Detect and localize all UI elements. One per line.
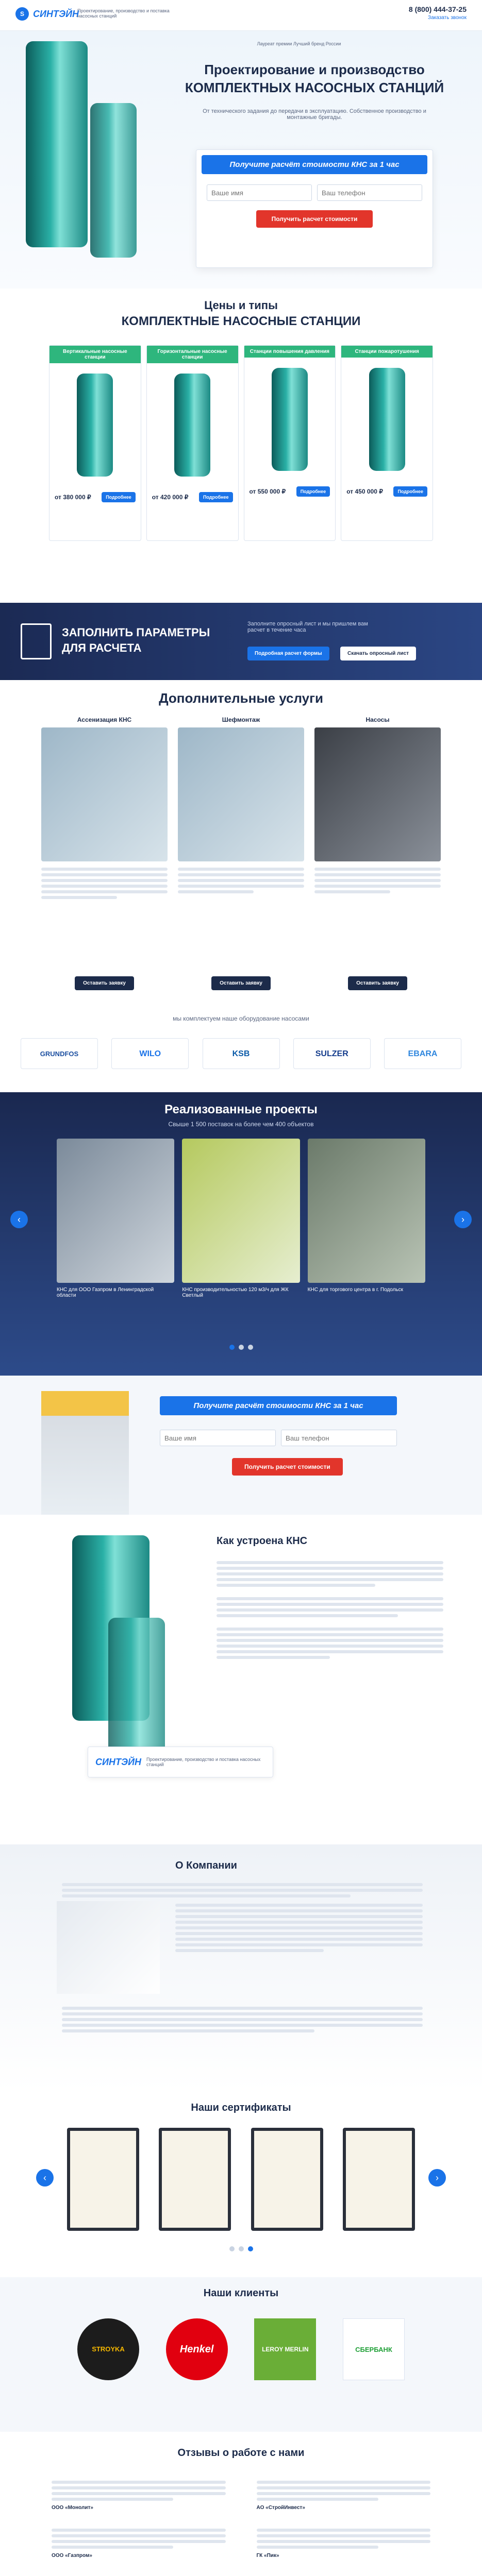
product-image [174, 374, 210, 477]
project-card[interactable] [182, 1139, 300, 1298]
certs-next-arrow[interactable]: › [428, 2169, 446, 2187]
fill-text: Заполните опросный лист и мы пришлем вам расчет в течение часа [247, 621, 368, 633]
clients-title: Наши клиенты [203, 2287, 279, 2299]
price-details-button[interactable]: Подробнее [199, 492, 233, 502]
prices-section [0, 289, 482, 603]
name-input[interactable] [207, 184, 312, 201]
project-caption: КНС для торгового центра в г. Подольск [307, 1287, 404, 1293]
price-card[interactable] [244, 345, 336, 541]
client-logo: СБЕРБАНК [343, 2318, 405, 2380]
service-request-button[interactable]: Оставить заявку [211, 976, 271, 990]
projects-pagination[interactable] [0, 1345, 482, 1350]
about-title: О Компании [175, 1860, 237, 1871]
fill-title-2: ДЛЯ РАСЧЕТА [62, 641, 142, 654]
header-tagline: Проектирование, производство и поставка насосных станций [77, 8, 170, 19]
price-card[interactable] [146, 345, 239, 541]
pagination-dot[interactable] [239, 1345, 244, 1350]
projects-title: Реализованные проекты [164, 1103, 318, 1116]
service-image [314, 727, 441, 861]
phone-input[interactable] [281, 1430, 397, 1446]
prices-title-2: КОМПЛЕКТНЫЕ НАСОСНЫЕ СТАНЦИИ [121, 314, 361, 328]
service-name: Ассенизация КНС [77, 716, 132, 723]
product-image [272, 368, 308, 471]
price-label: Станции повышения давления [244, 346, 336, 358]
project-card[interactable] [308, 1139, 425, 1298]
price-value: от 450 000 ₽ [346, 488, 383, 495]
projects-subtitle: Свыше 1 500 поставок на более чем 400 объектов [168, 1121, 314, 1128]
fill-download-button[interactable]: Скачать опросный лист [340, 647, 416, 660]
brand-logo: WILO [111, 1038, 189, 1069]
projects-next-arrow[interactable]: › [454, 1211, 472, 1228]
logo-text: СИНТЭЙН [95, 1756, 142, 1767]
project-caption: КНС производительностью 120 м3/ч для ЖК Светлый [182, 1287, 289, 1298]
pagination-dot[interactable] [229, 2246, 235, 2251]
about-image [57, 1901, 160, 1994]
hero-title-1: Проектирование и производство [204, 62, 425, 77]
price-value: от 420 000 ₽ [152, 494, 189, 501]
hero-tank-image [26, 41, 88, 247]
brand-logo: KSB [203, 1038, 280, 1069]
award-badge: Лауреат премии Лучший бренд России [257, 41, 341, 46]
client-logo: Henkel [166, 2318, 228, 2380]
project-caption: КНС для ООО Газпром в Ленинградской области [57, 1287, 154, 1298]
callback-link[interactable]: Заказать звонок [428, 15, 467, 21]
client-logo: STROYKA [77, 2318, 139, 2380]
fill-banner [0, 603, 482, 680]
project-image [57, 1139, 174, 1283]
certificate-image[interactable] [251, 2128, 323, 2231]
brand-logo: SULZER [293, 1038, 371, 1069]
review-author: ООО «Монолит» [52, 2505, 93, 2511]
fill-calc-button[interactable]: Подробная расчет формы [247, 647, 329, 660]
hero-title-2: КОМПЛЕКТНЫХ НАСОСНЫХ СТАНЦИЙ [185, 80, 444, 95]
fill-icon [21, 623, 52, 659]
clients-section [0, 2277, 482, 2432]
services-title: Дополнительные услуги [159, 690, 323, 706]
certificate-image[interactable] [67, 2128, 139, 2231]
logo-text[interactable]: СИНТЭЙН [33, 8, 79, 19]
certs-pagination[interactable] [0, 2246, 482, 2251]
project-card[interactable] [57, 1139, 174, 1298]
kns-diagram-image-2 [108, 1618, 165, 1762]
certs-title: Наши сертификаты [191, 2102, 291, 2113]
pagination-dot[interactable] [239, 2246, 244, 2251]
prices-title-1: Цены и типы [204, 299, 278, 312]
service-request-button[interactable]: Оставить заявку [348, 976, 407, 990]
price-details-button[interactable]: Подробнее [393, 486, 427, 497]
about-section [0, 1844, 482, 2092]
reviews-title: Отзывы о работе с нами [177, 2447, 305, 2459]
hero-tank-image-2 [90, 103, 137, 258]
hero [0, 31, 482, 289]
pagination-dot[interactable] [248, 2246, 253, 2251]
review-item [52, 2526, 226, 2558]
project-image [182, 1139, 300, 1283]
brands-title: мы комплектуем наше оборудование насосами [173, 1015, 309, 1022]
review-author: ООО «Газпром» [52, 2553, 92, 2558]
price-label: Горизонтальные насосные станции [147, 346, 238, 363]
header-phone[interactable]: 8 (800) 444-37-25 [408, 5, 467, 13]
hero-subtitle: От технического задания до передачи в эксплуатацию. Собственное производство и монтажные бригады. [203, 108, 426, 121]
service-request-button[interactable]: Оставить заявку [75, 976, 134, 990]
product-image [77, 374, 113, 477]
service-item [314, 716, 441, 990]
brands-section [0, 1010, 482, 1092]
service-name: Шефмонтаж [222, 716, 260, 723]
price-value: от 380 000 ₽ [55, 494, 91, 501]
hero-form [196, 149, 433, 268]
certificate-image[interactable] [159, 2128, 231, 2231]
review-item [52, 2478, 226, 2511]
review-item [257, 2478, 431, 2511]
price-details-button[interactable]: Подробнее [102, 492, 136, 502]
projects-section [0, 1092, 482, 1376]
review-author: ГК «Пик» [256, 2553, 279, 2558]
brand-logo: GRUNDFOS [21, 1038, 98, 1069]
logo-icon: S [15, 7, 29, 21]
certs-prev-arrow[interactable]: ‹ [36, 2169, 54, 2187]
reviews-section [0, 2432, 482, 2576]
hero-submit-button[interactable]: Получить расчет стоимости [256, 210, 373, 228]
cta-section [0, 1376, 482, 1515]
pagination-dot[interactable] [229, 1345, 235, 1350]
client-logo: LEROY MERLIN [254, 2318, 316, 2380]
price-card[interactable] [341, 345, 433, 541]
brand-logo: EBARA [384, 1038, 461, 1069]
how-logo-box [88, 1747, 273, 1777]
phone-input[interactable] [317, 184, 422, 201]
how-title: Как устроена КНС [217, 1535, 308, 1547]
price-label: Станции пожаротушения [341, 346, 433, 358]
fill-title-1: ЗАПОЛНИТЬ ПАРАМЕТРЫ [62, 626, 210, 639]
cta-submit-button[interactable]: Получить расчет стоимости [232, 1458, 343, 1476]
price-card[interactable] [49, 345, 141, 541]
price-details-button[interactable]: Подробнее [296, 486, 330, 497]
price-label: Вертикальные насосные станции [49, 346, 141, 363]
review-item [257, 2526, 431, 2558]
engineer-photo [41, 1391, 129, 1515]
projects-prev-arrow[interactable]: ‹ [10, 1211, 28, 1228]
how-section [0, 1515, 482, 1844]
project-image [308, 1139, 425, 1283]
service-image [41, 727, 168, 861]
services-section [0, 680, 482, 1010]
service-item [178, 716, 304, 990]
cta-title: Получите расчёт стоимости КНС за 1 час [160, 1396, 397, 1415]
review-author: АО «СтройИнвест» [256, 2505, 305, 2511]
pagination-dot[interactable] [248, 1345, 253, 1350]
service-item [41, 716, 168, 990]
name-input[interactable] [160, 1430, 276, 1446]
certificate-image[interactable] [343, 2128, 415, 2231]
certs-section [0, 2092, 482, 2277]
service-image [178, 727, 304, 861]
service-name: Насосы [365, 716, 390, 723]
hero-form-title: Получите расчёт стоимости КНС за 1 час [202, 155, 427, 174]
price-value: от 550 000 ₽ [249, 488, 286, 495]
header [0, 0, 482, 31]
product-image [369, 368, 405, 471]
logo-tagline: Проектирование, производство и поставка насосных станций [146, 1757, 261, 1767]
